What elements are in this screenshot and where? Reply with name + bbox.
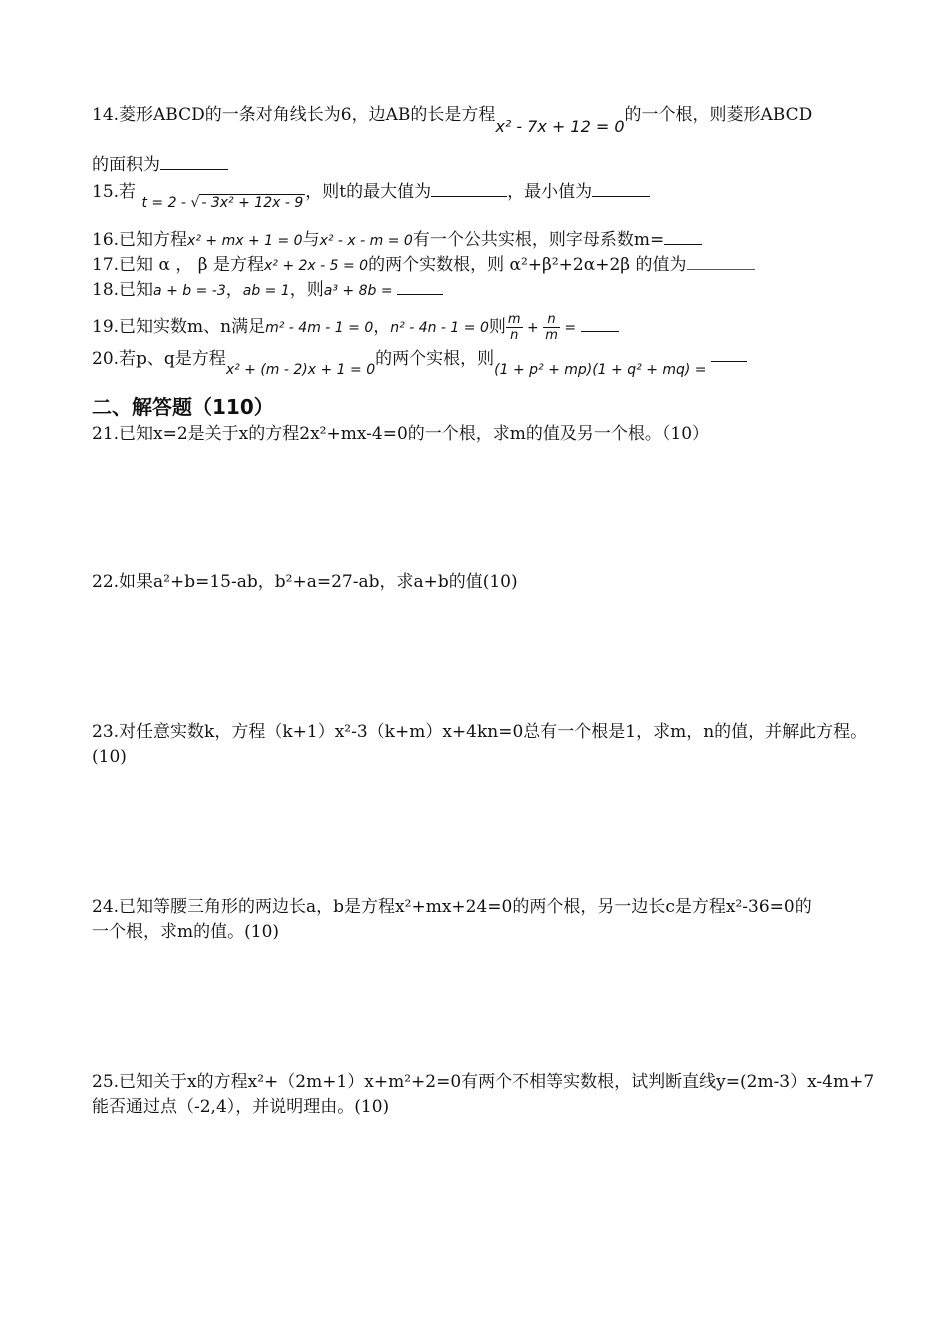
problem-21: 21.已知x=2是关于x的方程2x²+mx-4=0的一个根，求m的值及另一个根。（10） <box>92 424 710 444</box>
q14-text-a: 14.菱形ABCD的一条对角线长为6，边AB的长是方程 <box>92 105 496 125</box>
problem-24-line1: 24.已知等腰三角形的两边长a，b是方程x²+mx+24=0的两个根，另一边长c是方程x²-36=0的 <box>92 897 812 917</box>
q18-equation-1: a + b = -3 <box>153 283 226 299</box>
q17-equation: x² + 2x - 5 = 0 <box>263 258 369 274</box>
q15-equation: t = 2 - √ - 3x² + 12x - 9 <box>141 195 304 211</box>
q15-text-c: ，最小值为 <box>507 182 593 202</box>
q19-text-a: 19.已知实数m、n满足 <box>92 317 266 337</box>
q19-frac1-denominator: n <box>510 328 519 343</box>
q19-equals: = <box>559 320 581 336</box>
q14-answer-blank[interactable] <box>160 167 228 170</box>
q16-answer-blank[interactable] <box>664 242 702 245</box>
q20-text-b: 的两个实根，则 <box>375 349 495 369</box>
section-2-heading: 二、解答题（110） <box>92 395 274 419</box>
q15-min-blank[interactable] <box>592 194 650 197</box>
q19-fraction-n-over-m <box>543 312 560 343</box>
q16-equation-2: x² - x - m = 0 <box>319 233 413 249</box>
q16-text-a: 16.已知方程 <box>92 230 188 250</box>
q18-text-c: ，则 <box>289 280 324 300</box>
question-20 <box>92 347 747 378</box>
question-15 <box>92 180 650 211</box>
q15-max-blank[interactable] <box>431 194 507 197</box>
q17-answer-blank[interactable] <box>687 267 755 270</box>
q15-text-a: 15.若 <box>92 182 137 202</box>
problem-25-line2: 能否通过点（-2,4），并说明理由。(10) <box>92 1097 390 1117</box>
q15-eq-left: t = 2 - <box>141 195 191 211</box>
q19-answer-blank[interactable] <box>581 329 619 332</box>
problem-23-line2: (10) <box>92 747 127 767</box>
q19-equation-2: n² - 4n - 1 = 0 <box>390 320 489 336</box>
q18-text-a: 18.已知 <box>92 280 154 300</box>
q14-text-b: 的一个根，则菱形ABCD <box>624 105 813 125</box>
q19-plus: + <box>522 320 544 336</box>
problem-24-line2: 一个根，求m的值。(10) <box>92 922 280 942</box>
q18-equation-2: ab = 1 <box>242 283 290 299</box>
q16-text-c: 有一个公共实根，则字母系数m= <box>412 230 665 250</box>
q14-text-c: 的面积为 <box>92 155 160 175</box>
problem-25-line1: 25.已知关于x的方程x²+（2m+1）x+m²+2=0有两个不相等实数根，试判断直线y=(2m-3）x-4m+7 <box>92 1072 875 1092</box>
q19-frac2-denominator: m <box>545 328 558 343</box>
q18-text-b: ， <box>225 280 243 300</box>
q17-text-b: 的两个实数根，则 α²+β²+2α+2β 的值为 <box>368 255 687 275</box>
problem-23-line1: 23.对任意实数k，方程（k+1）x²-3（k+m）x+4kn=0总有一个根是1，求m，n的值，并解此方程。 <box>92 722 868 742</box>
q18-answer-blank[interactable] <box>397 292 443 295</box>
question-14-line2 <box>92 153 228 177</box>
question-18 <box>92 278 443 303</box>
q16-equation-1: x² + mx + 1 = 0 <box>187 233 303 249</box>
q18-equation-3: a³ + 8b = <box>323 283 397 299</box>
q20-text-a: 20.若p、q是方程 <box>92 349 226 369</box>
q20-equation-1: x² + (m - 2)x + 1 = 0 <box>225 362 376 378</box>
q20-equation-2: (1 + p² + mp)(1 + q² + mq) = <box>494 362 711 378</box>
q20-answer-blank[interactable] <box>711 359 747 362</box>
problem-22: 22.如果a²+b=15-ab，b²+a=27-ab，求a+b的值(10) <box>92 572 518 592</box>
q19-equation-1: m² - 4m - 1 = 0 <box>265 320 374 336</box>
q14-equation: x² - 7x + 12 = 0 <box>495 117 625 136</box>
question-17 <box>92 253 755 278</box>
question-14-line1 <box>92 103 813 136</box>
q17-text-a: 17.已知 α ， β 是方程 <box>92 255 264 275</box>
q19-text-b: ， <box>373 317 391 337</box>
q15-eq-radicand: - 3x² + 12x - 9 <box>201 195 304 211</box>
q19-fraction-m-over-n <box>506 312 523 343</box>
question-19 <box>92 312 619 343</box>
q19-text-c: 则 <box>488 317 506 337</box>
question-16 <box>92 228 702 253</box>
q19-frac2-numerator: n <box>543 312 560 328</box>
q16-text-b: 与 <box>302 230 320 250</box>
q19-frac1-numerator: m <box>507 312 521 327</box>
q15-text-b: ，则t的最大值为 <box>305 182 432 202</box>
